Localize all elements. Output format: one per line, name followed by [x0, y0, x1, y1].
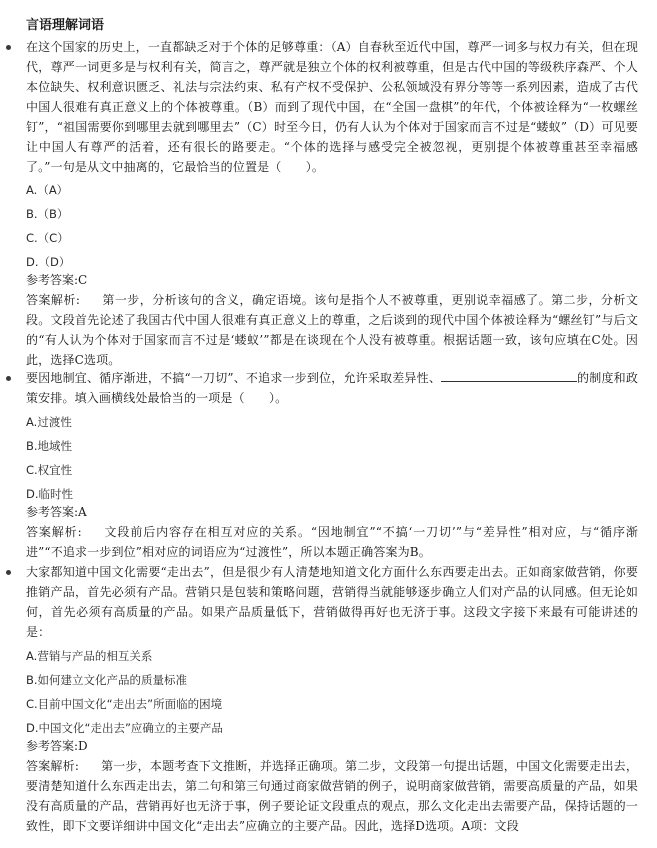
explanation-text: 第一步，本题考查下文推断，并选择正确项。第二步，文段第一句提出话题，中国文化需要走出去，要清楚知道什么东西走出去，第二句和第三句通过商家做营销的例子，说明商家做营销，需要高质量的产品，如果没有高质量的产品，营销再好也无济于事，例子要论证文段重点的观点，那么文化走出去需要产品，保持话题的一致性，即下文要详细讲中国文化“走出去”应确立的主要产品。因此，选择D选项。A项：文段 — [26, 759, 638, 833]
explanation-text: 文段前后内容存在相互对应的关系。“因地制宜”“不搞‘一刀切’”与“差异性”相对应，与“循序渐进”“不追求一步到位”相对应的词语应为“过渡性”，所以本题正确答案为B。 — [26, 525, 638, 559]
explain-label: 答案解析: — [26, 759, 80, 773]
question-1-explanation — [26, 290, 638, 370]
question-2-explanation — [26, 522, 638, 562]
answer-value: D — [78, 739, 88, 753]
question-2-option-a: A.过渡性 — [26, 415, 72, 429]
question-3-answer — [26, 738, 88, 754]
answer-label: 参考答案: — [26, 505, 79, 519]
question-2-option-c: C.权宜性 — [26, 463, 73, 477]
question-3-option-a: A.营销与产品的相互关系 — [26, 649, 153, 663]
explain-label: 答案解析: — [26, 525, 82, 539]
answer-value: A — [78, 505, 87, 519]
bullet-icon — [6, 45, 11, 50]
question-2-text-after: 的制度和政策安排。填入画横线处最恰当的一项是（ ）。 — [26, 371, 638, 405]
question-2-text — [26, 368, 638, 408]
question-3-option-c: C.目前中国文化“走出去”所面临的困境 — [26, 697, 223, 711]
question-2-text-before: 要因地制宜、循序渐进，不搞“一刀切”、不追求一步到位，允许采取差异性、 — [26, 371, 442, 385]
question-1-option-a: A.（A） — [26, 183, 69, 197]
question-3-option-b: B.如何建立文化产品的质量标准 — [26, 673, 188, 687]
question-1-option-d: D.（D） — [26, 255, 71, 269]
explain-label: 答案解析: — [26, 293, 81, 307]
question-2-option-b: B.地域性 — [26, 439, 73, 453]
question-3-explanation — [26, 756, 638, 836]
explanation-text: 第一步，分析该句的含义，确定语境。该句是指个人不被尊重，更别说幸福感了。第二步，分析文段。文段首先论述了我国古代中国人很难有真正意义上的尊重，之后谈到的现代中国个体被诠释为“螺丝钉”与后文的“有人认为个体对于国家而言不过是‘蝼蚁’”都是在谈现在个人没有被尊重。根据话题一致，该句应填在C处。因此，选择C选项。 — [26, 293, 638, 367]
question-3-text: 大家都知道中国文化需要“走出去”，但是很少有人清楚地知道文化方面什么东西要走出去。正如商家做营销，你要推销产品，首先必须有产品。营销只是包装和策略问题，营销得当就能够逐步确立人们对产品的认同感。但无论如何，首先必须有高质量的产品。如果产品质量低下，营销做得再好也无济于事。这段文字接下来最有可能讲述的是： — [26, 565, 638, 639]
answer-label: 参考答案: — [26, 273, 79, 287]
question-2-option-d: D.临时性 — [26, 487, 74, 501]
question-1-text: 在这个国家的历史上，一直都缺乏对于个体的足够尊重：（A）自春秋至近代中国，尊严一词多与权力有关，但在现代，尊严一词更多是与权利有关，简言之，尊严就是独立个体的权利被尊重，但是古代中国的等级秩序森严、个人本位缺失、权利意识匮乏、礼法与宗法约束、私有产权不受保护、公私领域没有界分等等一系列因素，造成了古代中国人很难有真正意义上的个体被尊重。（B）而到了现代中国，在“全国一盘棋”的年代，个体被诠释为“一枚螺丝钉”，“祖国需要你到哪里去就到哪里去”（C）时至今日，仍有人认为个体对于国家而言不过是“蝼蚁”（D）可见要让中国人有尊严的活着，还有很长的路要走。“个体的选择与感受完全被忽视，更别提个体被尊重甚至幸福感了。”一句是从文中抽离的，它最恰当的位置是（ ）。 — [26, 40, 638, 174]
question-3-option-d: D.中国文化“走出去”应确立的主要产品 — [26, 721, 223, 735]
fill-blank-line — [441, 370, 577, 382]
question-1-answer — [26, 272, 87, 288]
bullet-icon — [6, 376, 11, 381]
question-1-option-b: B.（B） — [26, 207, 69, 221]
answer-value: C — [78, 273, 88, 287]
bullet-icon — [6, 570, 11, 575]
question-1-option-c: C.（C） — [26, 231, 69, 245]
section-heading: 言语理解词语 — [26, 18, 105, 33]
question-2-answer — [26, 504, 87, 520]
answer-label: 参考答案: — [26, 739, 79, 753]
